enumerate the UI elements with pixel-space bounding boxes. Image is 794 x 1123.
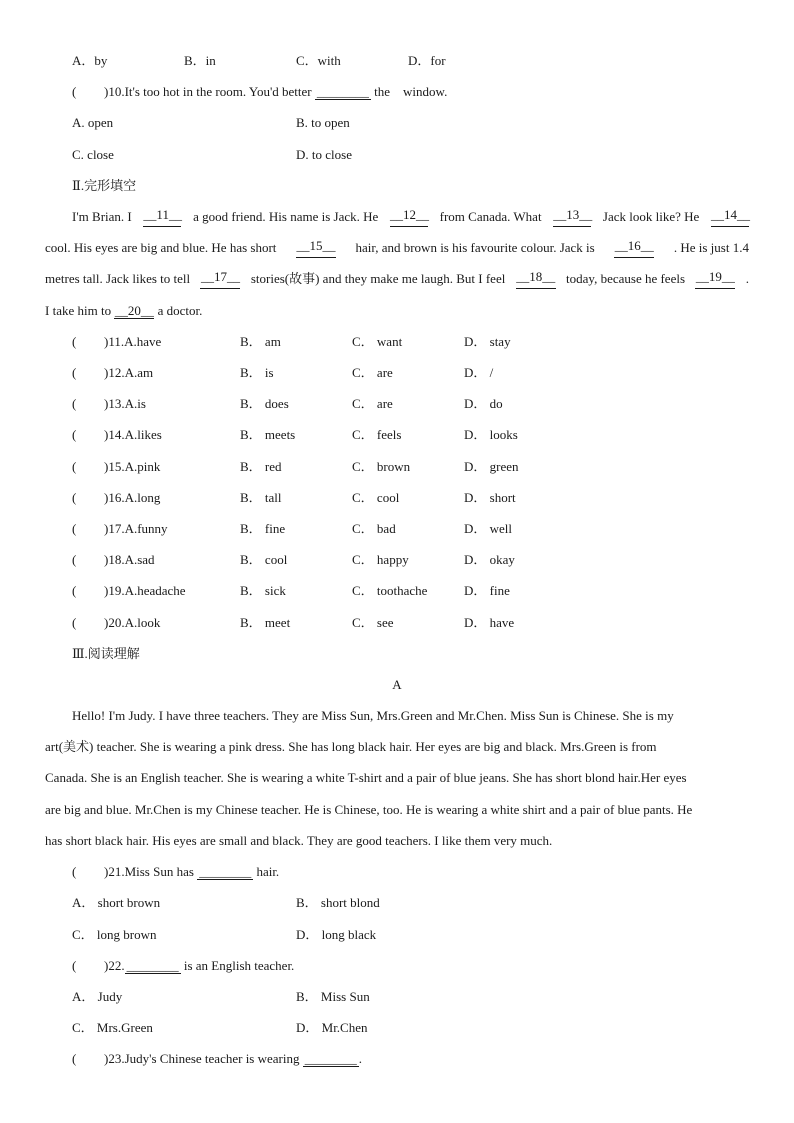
option-a: )16.A.long <box>104 490 161 505</box>
cloze-text: I'm Brian. I <box>72 209 132 224</box>
answer-paren-open: ( <box>72 490 77 505</box>
answer-paren-open: ( <box>72 459 77 474</box>
passage-line: has short black hair. His eyes are small and black. They are good teachers. I like them very much. <box>45 833 553 848</box>
option-d: D． short <box>464 490 516 505</box>
option-b: B． sick <box>240 583 286 598</box>
cloze-question-row <box>0 581 794 601</box>
option-b: B．in <box>184 53 216 68</box>
answer-paren-open: ( <box>72 958 77 973</box>
question-stem: 10.It's too hot in the room. You'd better <box>108 84 312 99</box>
option-a: A．by <box>72 53 108 68</box>
cloze-text: I take him to <box>45 303 115 318</box>
cloze-text: . <box>745 271 749 286</box>
answer-paren-open: ( <box>72 615 77 630</box>
blank-20: __20__ <box>114 303 154 318</box>
cloze-text: hair, and brown is his favourite colour. Jack is <box>355 240 595 255</box>
option-d: D． stay <box>464 334 511 349</box>
option-a: )14.A.likes <box>104 427 162 442</box>
option-c: C． long brown <box>72 927 157 942</box>
blank-18: __18__ <box>516 269 556 289</box>
option-d: D．for <box>408 53 446 68</box>
passage-line: are big and blue. Mr.Chen is my Chinese teacher. He is Chinese, too. He is wearing a white shirt and a pair of blue pants. He <box>45 802 693 817</box>
option-b: B． meet <box>240 615 291 630</box>
section2-title: Ⅱ.完形填空 <box>72 178 137 193</box>
question-text <box>104 82 447 102</box>
cloze-question-row <box>0 613 794 633</box>
option-b: B． does <box>240 396 289 411</box>
answer-paren-open: ( <box>72 864 77 879</box>
blank-11: __11__ <box>143 207 181 227</box>
option-b: B. to open <box>296 115 350 130</box>
cloze-line <box>72 207 749 227</box>
option-d: D． looks <box>464 427 518 442</box>
cloze-question-row <box>0 394 794 414</box>
cloze-text: metres tall. Jack likes to tell <box>45 271 191 286</box>
option-a: )13.A.is <box>104 396 146 411</box>
q21-options-row2 <box>0 925 794 945</box>
answer-paren-open: ( <box>72 1051 77 1066</box>
option-b: B． red <box>240 459 282 474</box>
cloze-question-row <box>0 457 794 477</box>
blank-15: __15__ <box>296 238 336 258</box>
answer-paren-open: ( <box>72 84 77 99</box>
q10-options-row1 <box>0 113 794 133</box>
question-stem-cont: the <box>374 84 391 99</box>
blank-12: __12__ <box>390 207 428 227</box>
section-title <box>0 644 794 664</box>
option-b: B． meets <box>240 427 296 442</box>
option-b: B． Miss Sun <box>296 989 370 1004</box>
question-stem: )22. <box>104 958 125 973</box>
option-b: B． tall <box>240 490 282 505</box>
cloze-text: . He is just 1.4 <box>673 240 749 255</box>
cloze-text: from Canada. What <box>439 209 542 224</box>
question-text <box>104 862 279 882</box>
question-text <box>104 956 294 976</box>
blank-14: __14__ <box>711 207 749 227</box>
option-a: A． short brown <box>72 895 161 910</box>
option-d: D． green <box>464 459 519 474</box>
option-b: B． am <box>240 334 281 349</box>
q21-stem <box>0 862 794 882</box>
answer-paren-close: ) <box>104 84 109 99</box>
passage-line: Hello! I'm Judy. I have three teachers. They are Miss Sun, Mrs.Green and Mr.Chen. Miss Sun is Chinese. She is my <box>72 708 674 723</box>
option-a: )18.A.sad <box>104 552 155 567</box>
option-a: )20.A.look <box>104 615 161 630</box>
option-a: A． Judy <box>72 989 123 1004</box>
q21-options-row1 <box>0 893 794 913</box>
cloze-question-row <box>0 363 794 383</box>
option-a: )17.A.funny <box>104 521 168 536</box>
section-title <box>0 176 794 196</box>
option-c: C． happy <box>352 552 409 567</box>
option-c: C. close <box>72 147 114 162</box>
cloze-text: Jack look like? He <box>602 209 700 224</box>
option-b: B． short blond <box>296 895 380 910</box>
question-stem-end: window. <box>403 84 448 99</box>
q22-options-row1 <box>0 987 794 1007</box>
section3-title: Ⅲ.阅读理解 <box>72 646 140 661</box>
cloze-text: a good friend. His name is Jack. He <box>193 209 379 224</box>
option-c: C． want <box>352 334 403 349</box>
q22-stem <box>0 956 794 976</box>
blank-17: __17__ <box>200 269 240 289</box>
option-a: A. open <box>72 115 114 130</box>
cloze-line <box>45 301 749 321</box>
question-stem: )23.Judy's Chinese teacher is wearing <box>104 1051 300 1066</box>
answer-blank: ________ <box>126 958 179 973</box>
option-c: C． are <box>352 365 393 380</box>
option-d: D． do <box>464 396 503 411</box>
passage-line: Canada. She is an English teacher. She is wearing a white T-shirt and a pair of blue jeans. She has short blond hair.Her eyes <box>45 770 687 785</box>
q10-stem <box>0 82 794 102</box>
passage-label: A <box>392 677 402 692</box>
cloze-text: cool. His eyes are big and blue. He has short <box>45 240 277 255</box>
question-text <box>104 1049 362 1069</box>
q22-options-row2 <box>0 1018 794 1038</box>
cloze-question-row <box>0 425 794 445</box>
passage-line: art(美术) teacher. She is wearing a pink dress. She has long black hair. Her eyes are big and black. Mrs.Green is from <box>45 739 657 754</box>
answer-paren-open: ( <box>72 365 77 380</box>
option-c: C． feels <box>352 427 402 442</box>
cloze-line <box>45 238 749 258</box>
option-c: C． toothache <box>352 583 428 598</box>
q23-stem <box>0 1049 794 1069</box>
cloze-text: a doctor. <box>154 303 203 318</box>
option-d: D． okay <box>464 552 515 567</box>
question-stem-end: is an English teacher. <box>183 958 295 973</box>
answer-blank: ________ <box>199 864 252 879</box>
question-stem-end: hair. <box>256 864 280 879</box>
answer-paren-open: ( <box>72 334 77 349</box>
option-d: D． long black <box>296 927 377 942</box>
answer-paren-open: ( <box>72 552 77 567</box>
blank-19: __19__ <box>695 269 735 289</box>
cloze-text: today, because he feels <box>566 271 686 286</box>
answer-paren-open: ( <box>72 396 77 411</box>
q10-options-row2 <box>0 145 794 165</box>
answer-paren-open: ( <box>72 583 77 598</box>
cloze-question-row <box>0 332 794 352</box>
option-b: B． is <box>240 365 274 380</box>
option-d: D． have <box>464 615 515 630</box>
blank-13: __13__ <box>553 207 591 227</box>
cloze-text: stories(故事) and they make me laugh. But I feel <box>250 271 506 286</box>
cloze-line <box>45 269 749 289</box>
option-c: C． Mrs.Green <box>72 1020 153 1035</box>
option-d: D． Mr.Chen <box>296 1020 368 1035</box>
answer-blank: ________ <box>304 1051 357 1066</box>
option-a: )12.A.am <box>104 365 154 380</box>
option-c: C．with <box>296 53 341 68</box>
option-d: D． fine <box>464 583 510 598</box>
option-c: C． are <box>352 396 393 411</box>
option-c: C． see <box>352 615 394 630</box>
option-b: B． cool <box>240 552 288 567</box>
answer-paren-open: ( <box>72 521 77 536</box>
option-a: )19.A.headache <box>104 583 186 598</box>
option-a: )15.A.pink <box>104 459 161 474</box>
cloze-question-row <box>0 550 794 570</box>
q9-options <box>0 51 794 71</box>
cloze-question-row <box>0 488 794 508</box>
question-stem: )21.Miss Sun has <box>104 864 194 879</box>
option-a: )11.A.have <box>104 334 162 349</box>
option-d: D． / <box>464 365 494 380</box>
cloze-question-row <box>0 519 794 539</box>
option-c: C． brown <box>352 459 411 474</box>
question-stem-end: . <box>358 1051 362 1066</box>
option-d: D． well <box>464 521 513 536</box>
answer-blank: ________ <box>316 84 369 99</box>
option-d: D. to close <box>296 147 352 162</box>
blank-16: __16__ <box>614 238 654 258</box>
option-c: C． cool <box>352 490 400 505</box>
option-b: B． fine <box>240 521 286 536</box>
option-c: C． bad <box>352 521 396 536</box>
answer-paren-open: ( <box>72 427 77 442</box>
